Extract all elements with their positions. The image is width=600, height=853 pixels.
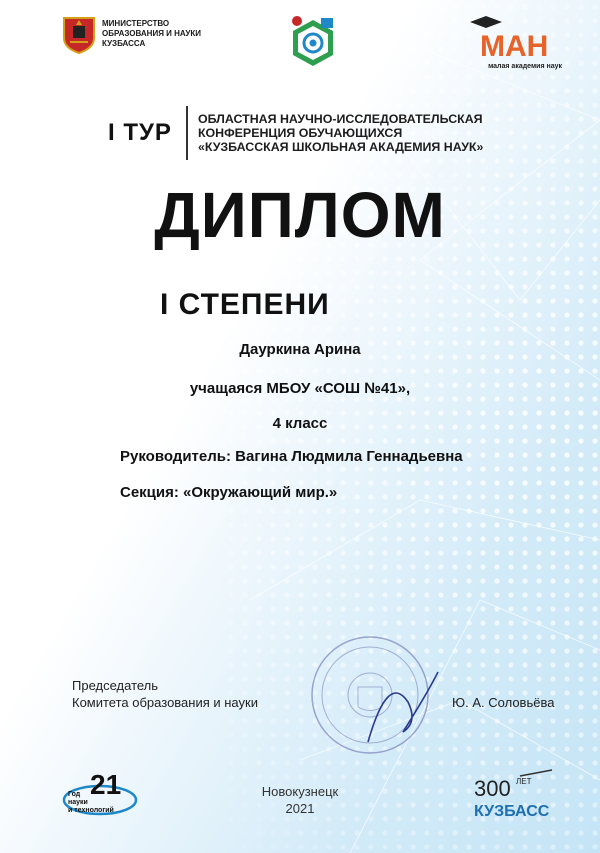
chair-line-2: Комитета образования и науки (72, 695, 258, 710)
kuzbass-coat-of-arms-icon (62, 14, 96, 54)
conference-block (108, 106, 483, 160)
supervisor-line: Руководитель: Вагина Людмила Геннадьевна (120, 448, 463, 465)
year-logo-line-2: науки (68, 799, 88, 806)
official-seal-icon (298, 632, 448, 758)
section-line: Секция: «Окружающий мир.» (120, 484, 338, 501)
ministry-line-3: КУЗБАССА (102, 39, 146, 48)
ministry-block (62, 14, 212, 54)
man-logo-letters: МАН (480, 30, 549, 58)
conference-line-1: ОБЛАСТНАЯ НАУЧНО-ИССЛЕДОВАТЕЛЬСКАЯ (197, 112, 483, 126)
tour-divider (186, 106, 188, 160)
tour-label: I ТУР (108, 119, 172, 146)
diploma-title: ДИПЛОМ (154, 179, 446, 251)
kuzbass-300-icon (470, 768, 560, 824)
man-logo (466, 14, 562, 72)
year-number: 21 (90, 769, 122, 800)
man-caption: малая академия наук (488, 63, 562, 70)
chair-title (72, 677, 258, 711)
anniversary-region: КУЗБАСС (474, 803, 550, 820)
recipient-school: учащаяся МБОУ «СОШ №41», (189, 380, 411, 397)
conference-line-3: «КУЗБАССКАЯ ШКОЛЬНАЯ АКАДЕМИЯ НАУК» (197, 140, 484, 154)
city-name: Новокузнецк (261, 784, 339, 799)
recipient-grade: 4 класс (272, 415, 328, 432)
recipient-name: Дауркина Арина (239, 341, 361, 358)
year-logo-line-1: Год (68, 791, 81, 798)
graduation-cap-icon (466, 14, 562, 58)
academy-emblem-icon (288, 14, 338, 70)
anniversary-unit: ЛЕТ (516, 777, 532, 786)
year-logo-line-3: и технологий (68, 807, 114, 814)
ministry-line-2: ОБРАЗОВАНИЯ И НАУКИ (102, 29, 201, 38)
chair-line-1: Председатель (72, 678, 159, 693)
kuzbass-300-logo (470, 768, 560, 824)
ministry-line-1: МИНИСТЕРСТВО (102, 19, 170, 28)
conference-line-2: КОНФЕРЕНЦИЯ ОБУЧАЮЩИХСЯ (197, 126, 403, 140)
anniversary-number: 300 (474, 776, 511, 801)
year: 2021 (285, 801, 315, 816)
signer-name: Ю. А. Соловьёва (452, 695, 555, 710)
degree-label: I СТЕПЕНИ (160, 288, 330, 321)
